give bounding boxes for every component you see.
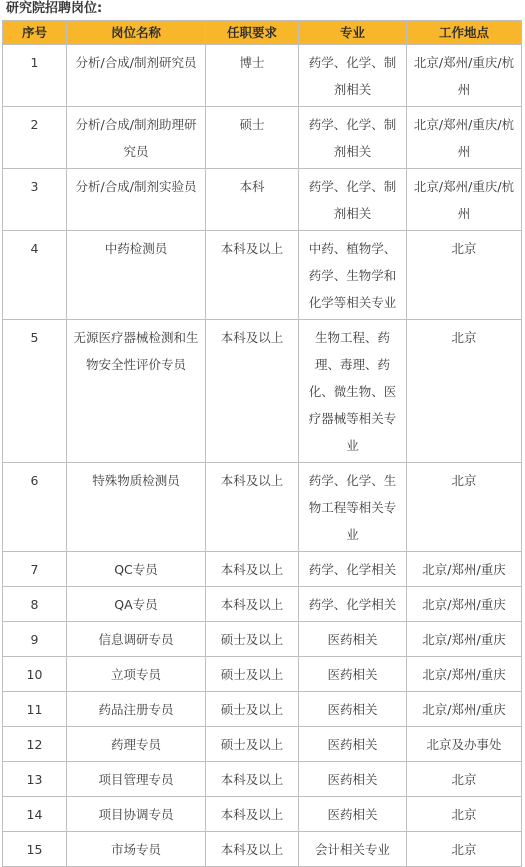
cell-requirement: 本科及以上 — [206, 231, 299, 320]
col-header-requirement: 任职要求 — [206, 21, 299, 45]
cell-requirement: 硕士及以上 — [206, 692, 299, 727]
cell-location: 北京/郑州/重庆 — [407, 657, 522, 692]
cell-requirement: 本科及以上 — [206, 463, 299, 552]
cell-location: 北京 — [407, 463, 522, 552]
cell-title: 项目协调专员 — [67, 797, 206, 832]
table-row — [3, 727, 522, 762]
cell-title: QC专员 — [67, 552, 206, 587]
cell-major: 药学、化学相关 — [299, 587, 407, 622]
table-row — [3, 622, 522, 657]
cell-major: 药学、化学、制剂相关 — [299, 45, 407, 107]
cell-location: 北京/郑州/重庆 — [407, 622, 522, 657]
table-row — [3, 832, 522, 867]
cell-location: 北京 — [407, 797, 522, 832]
col-header-num: 序号 — [3, 21, 67, 45]
cell-requirement: 本科及以上 — [206, 797, 299, 832]
cell-title: 分析/合成/制剂研究员 — [67, 45, 206, 107]
cell-location: 北京/郑州/重庆/杭州 — [407, 169, 522, 231]
cell-title: 中药检测员 — [67, 231, 206, 320]
cell-num: 10 — [3, 657, 67, 692]
cell-title: 信息调研专员 — [67, 622, 206, 657]
cell-location: 北京/郑州/重庆/杭州 — [407, 45, 522, 107]
cell-num: 7 — [3, 552, 67, 587]
cell-major: 药学、化学相关 — [299, 552, 407, 587]
table-row — [3, 45, 522, 107]
cell-num: 4 — [3, 231, 67, 320]
cell-title: QA专员 — [67, 587, 206, 622]
cell-num: 2 — [3, 107, 67, 169]
cell-num: 5 — [3, 320, 67, 463]
cell-num: 13 — [3, 762, 67, 797]
cell-location: 北京 — [407, 231, 522, 320]
cell-major: 医药相关 — [299, 762, 407, 797]
page-title: 研究院招聘岗位: — [6, 1, 103, 16]
cell-location: 北京/郑州/重庆 — [407, 552, 522, 587]
cell-num: 11 — [3, 692, 67, 727]
cell-num: 15 — [3, 832, 67, 867]
cell-num: 3 — [3, 169, 67, 231]
table-header-row — [3, 21, 522, 45]
cell-requirement: 本科 — [206, 169, 299, 231]
table-row — [3, 463, 522, 552]
table-row — [3, 169, 522, 231]
cell-requirement: 博士 — [206, 45, 299, 107]
cell-major: 医药相关 — [299, 797, 407, 832]
cell-major: 医药相关 — [299, 657, 407, 692]
cell-requirement: 硕士及以上 — [206, 657, 299, 692]
cell-location: 北京/郑州/重庆/杭州 — [407, 107, 522, 169]
cell-title: 无源医疗器械检测和生物安全性评价专员 — [67, 320, 206, 463]
cell-location: 北京及办事处 — [407, 727, 522, 762]
cell-major: 药学、化学、生物工程等相关专业 — [299, 463, 407, 552]
cell-requirement: 硕士及以上 — [206, 727, 299, 762]
table-row — [3, 552, 522, 587]
cell-major: 医药相关 — [299, 692, 407, 727]
cell-location: 北京/郑州/重庆 — [407, 692, 522, 727]
cell-num: 1 — [3, 45, 67, 107]
table-row — [3, 320, 522, 463]
cell-title: 分析/合成/制剂助理研究员 — [67, 107, 206, 169]
cell-major: 会计相关专业 — [299, 832, 407, 867]
cell-requirement: 本科及以上 — [206, 832, 299, 867]
cell-major: 药学、化学、制剂相关 — [299, 169, 407, 231]
cell-requirement: 本科及以上 — [206, 552, 299, 587]
cell-requirement: 本科及以上 — [206, 320, 299, 463]
cell-major: 药学、化学、制剂相关 — [299, 107, 407, 169]
cell-title: 药理专员 — [67, 727, 206, 762]
cell-major: 中药、植物学、药学、生物学和化学等相关专业 — [299, 231, 407, 320]
cell-title: 分析/合成/制剂实验员 — [67, 169, 206, 231]
cell-location: 北京 — [407, 762, 522, 797]
cell-num: 8 — [3, 587, 67, 622]
cell-major: 医药相关 — [299, 622, 407, 657]
cell-major: 医药相关 — [299, 727, 407, 762]
cell-requirement: 硕士及以上 — [206, 622, 299, 657]
cell-major: 生物工程、药理、毒理、药化、微生物、医疗器械等相关专业 — [299, 320, 407, 463]
cell-requirement: 硕士 — [206, 107, 299, 169]
table-row — [3, 762, 522, 797]
col-header-major: 专业 — [299, 21, 407, 45]
table-row — [3, 107, 522, 169]
cell-title: 特殊物质检测员 — [67, 463, 206, 552]
cell-num: 9 — [3, 622, 67, 657]
table-row — [3, 587, 522, 622]
cell-requirement: 本科及以上 — [206, 762, 299, 797]
cell-title: 药品注册专员 — [67, 692, 206, 727]
job-table — [2, 20, 522, 867]
col-header-location: 工作地点 — [407, 21, 522, 45]
cell-num: 12 — [3, 727, 67, 762]
table-row — [3, 797, 522, 832]
cell-num: 14 — [3, 797, 67, 832]
cell-title: 市场专员 — [67, 832, 206, 867]
cell-title: 项目管理专员 — [67, 762, 206, 797]
col-header-title: 岗位名称 — [67, 21, 206, 45]
cell-num: 6 — [3, 463, 67, 552]
table-row — [3, 692, 522, 727]
cell-location: 北京/郑州/重庆 — [407, 587, 522, 622]
cell-location: 北京 — [407, 320, 522, 463]
table-row — [3, 231, 522, 320]
cell-requirement: 本科及以上 — [206, 587, 299, 622]
cell-title: 立项专员 — [67, 657, 206, 692]
cell-location: 北京 — [407, 832, 522, 867]
table-row — [3, 657, 522, 692]
